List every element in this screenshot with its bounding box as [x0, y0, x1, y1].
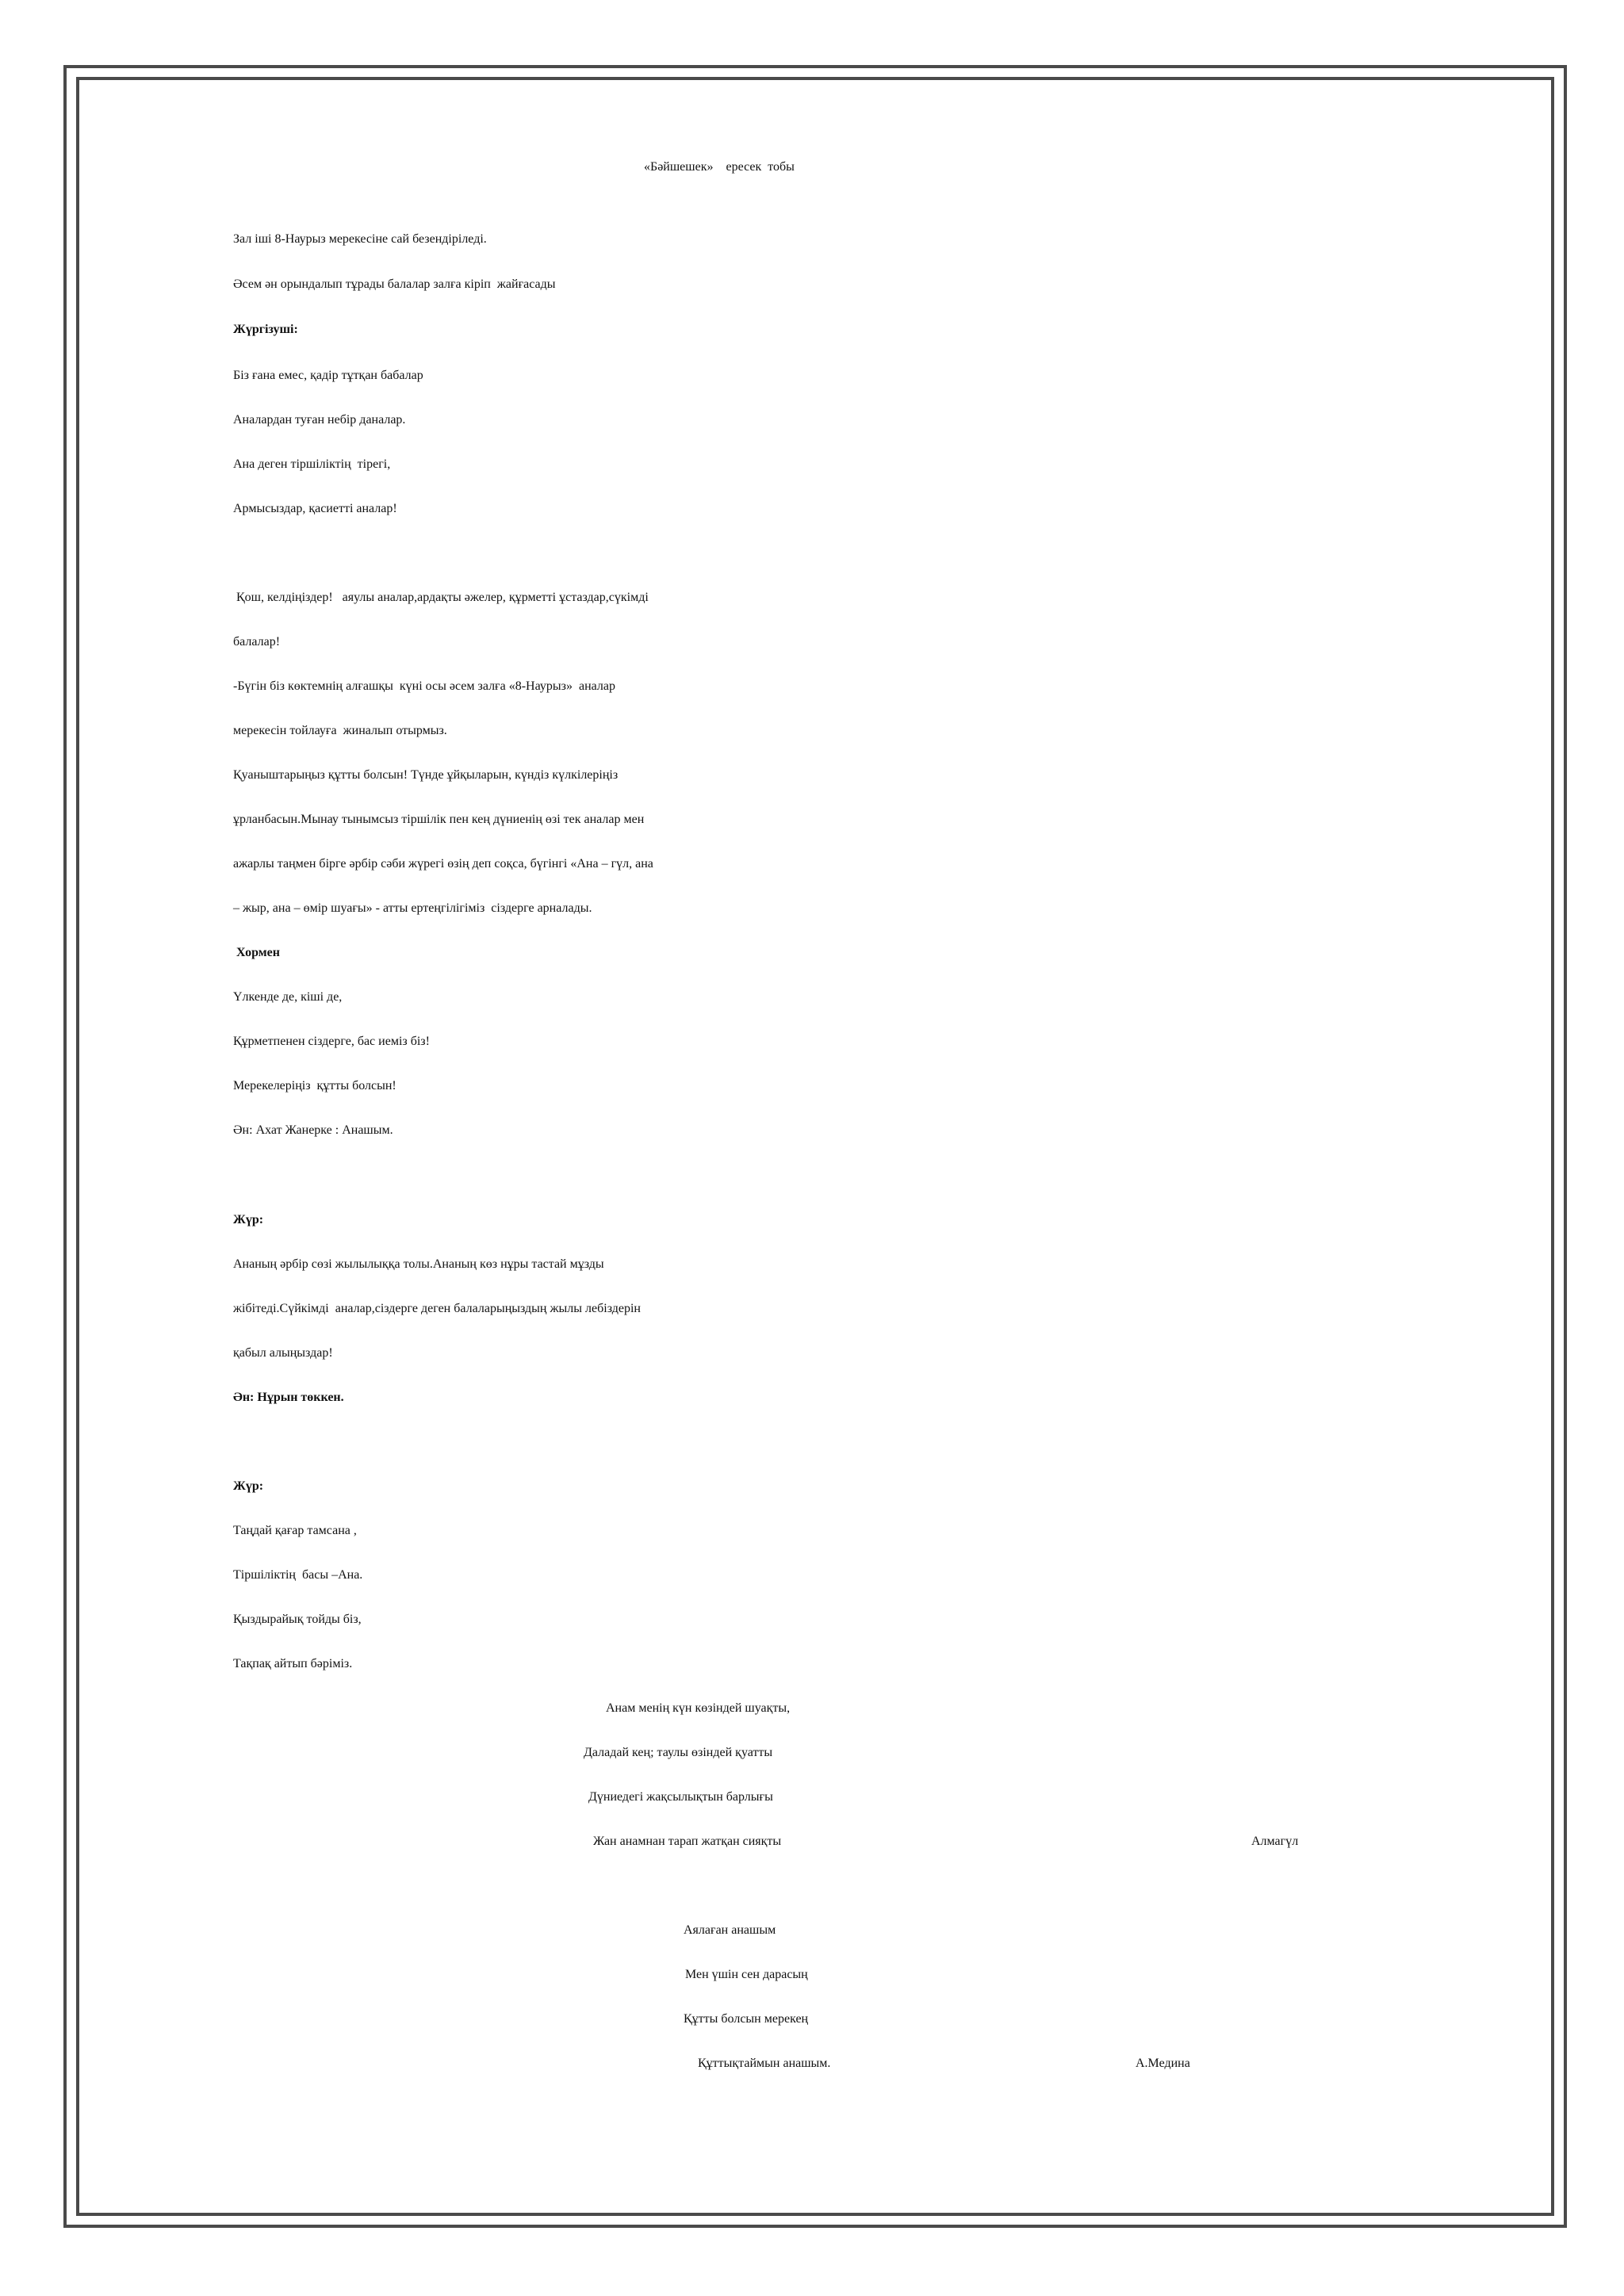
speech-line: Ананың әрбір сөзі жылылыққа толы.Ананың көз нұры тастай мұзды [233, 1257, 604, 1271]
poem-line: Даладай кең; таулы өзіндей қуатты [584, 1746, 773, 1759]
chorus-line: Құрметпенен сіздерге, бас иеміз біз! [233, 1035, 430, 1048]
poem-line: Мен үшін сен дарасың [685, 1968, 808, 1981]
song-line: Ән: Ахат Жанерке : Анашым. [233, 1123, 393, 1137]
song-line: Ән: Нұрын төккен. [233, 1391, 344, 1404]
document-title: «Бәйшешек» ересек тобы [644, 160, 795, 174]
poem-line: Аналардан туған небір даналар. [233, 413, 406, 427]
poem-author: А.Медина [1136, 2057, 1190, 2070]
poem-author: Алмагүл [1251, 1835, 1299, 1848]
speech-line: Қош, келдіңіздер! аяулы аналар,ардақты әжелер, құрметті ұстаздар,сүкімді [233, 591, 649, 604]
intro-line: Әсем ән орындалып тұрады балалар залға кіріп жайғасады [233, 277, 556, 291]
speech-line: мерекесін тойлауға жиналып отырмыз. [233, 724, 447, 737]
poem-line: Анам менің күн көзіндей шуақты, [606, 1701, 791, 1715]
poem-line: Ана деген тіршіліктің тірегі, [233, 457, 391, 471]
poem-line: Құтты болсын мерекең [684, 2012, 809, 2026]
host-label: Жүр: [233, 1213, 264, 1226]
poem-line: Біз ғана емес, қадір тұтқан бабалар [233, 369, 423, 382]
speech-line: -Бүгін біз көктемнің алғашқы күні осы әсем залға «8-Наурыз» аналар [233, 679, 615, 693]
poem-line: Аялаған анашым [684, 1923, 776, 1937]
host-label: Жүргізуші: [233, 323, 298, 336]
speech-line: ұрланбасын.Мынау тынымсыз тіршілік пен кең дүниенің өзі тек аналар мен [233, 813, 645, 826]
speech-line: – жыр, ана – өмір шуағы» - атты ертеңгілігіміз сіздерге арналады. [233, 901, 592, 915]
poem-line: Таңдай қағар тамсана , [233, 1524, 357, 1537]
poem-line: Тақпақ айтып бәріміз. [233, 1657, 353, 1670]
chorus-line: Мерекелеріңіз құтты болсын! [233, 1079, 396, 1093]
speech-line: ажарлы таңмен бірге әрбір сәби жүрегі өзің деп соқса, бүгінгі «Ана – гүл, ана [233, 857, 653, 871]
intro-line: Зал іші 8-Наурыз мерекесіне сай безендіріледі. [233, 232, 487, 246]
host-label: Жүр: [233, 1479, 264, 1493]
poem-line: Армысыздар, қасиетті аналар! [233, 502, 397, 515]
chorus-line: Үлкенде де, кіші де, [233, 990, 343, 1004]
chorus-label: Хормен [233, 946, 280, 959]
poem-line: Тіршіліктің басы –Ана. [233, 1568, 363, 1582]
speech-line: қабыл алыңыздар! [233, 1346, 333, 1360]
page-border-inner [76, 77, 1554, 2216]
poem-line: Қыздырайық тойды біз, [233, 1613, 362, 1626]
poem-line: Құттықтаймын анашым. [698, 2057, 831, 2070]
speech-line: Қуаныштарыңыз құтты болсын! Түнде ұйқыларын, күндіз күлкілеріңіз [233, 768, 619, 782]
poem-line: Дүниедегі жақсылықтын барлығы [588, 1790, 773, 1804]
speech-line: жібітеді.Сүйкімді аналар,сіздерге деген балаларыңыздың жылы лебіздерін [233, 1302, 641, 1315]
speech-line: балалар! [233, 635, 281, 649]
poem-line: Жан анамнан тарап жатқан сияқты [593, 1835, 782, 1848]
